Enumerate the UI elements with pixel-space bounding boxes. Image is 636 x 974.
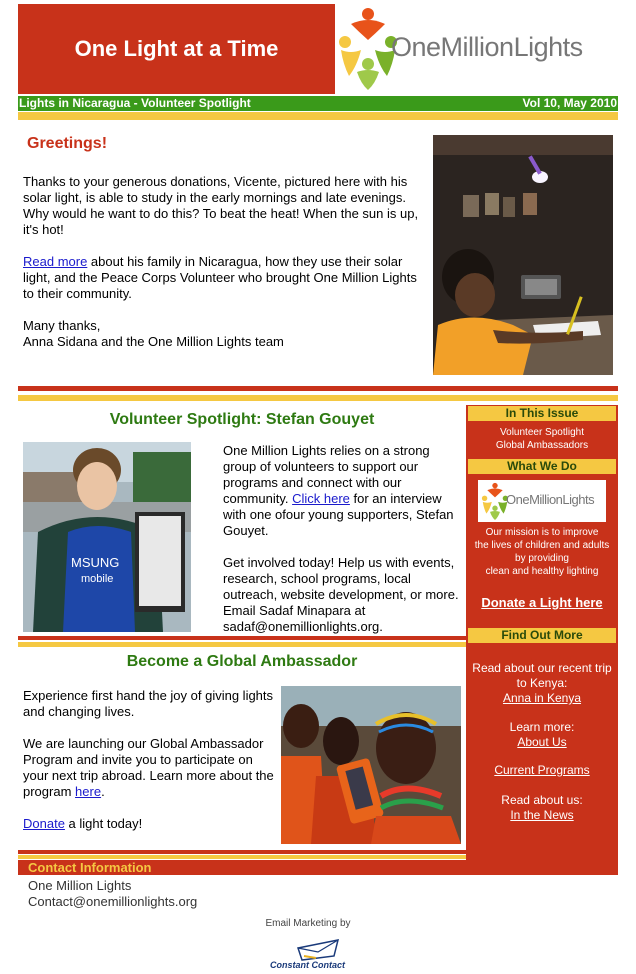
constant-contact-wordmark: Constant Contact [270,960,345,970]
sidebar-wordmark [506,492,594,507]
greetings-para2-text: about his family in Nicaragua, how they use their solar light, and the Peace Corps Volunteer who brought One Million Lights to their community. [23,254,417,301]
section-divider [18,386,618,391]
ambassador-body [23,688,278,848]
section-divider [18,850,466,854]
ambassador-title: Become a Global Ambassador [126,653,358,670]
greetings-title: Greetings! [27,135,108,152]
header-logo-panel[interactable] [335,4,618,94]
issue-item-ambassadors[interactable]: Global Ambassadors [495,440,589,451]
donate-light-link[interactable]: Donate a Light here [481,595,603,610]
header-banner [18,4,335,94]
boy-studying-image [433,135,613,375]
section-divider [18,395,618,401]
program-here-link[interactable]: here [75,784,102,799]
signature-line2: Anna Sidana and the One Million Lights team [23,334,284,349]
greetings-para2 [23,254,423,302]
ambassador-para2-b: . [101,784,105,799]
sidebar-find-out-more-heading: Find Out More [468,628,616,643]
ambassador-para2 [23,736,278,800]
people-logo-icon [337,6,399,90]
ambassador-para2-a: We are launching our Global Ambassador Program and invite you to participate on your next trip abroad. Learn more about the program [23,736,274,799]
sidebar-in-this-issue-heading: In This Issue [468,406,616,421]
sidebar-logo[interactable] [478,480,606,522]
anna-in-kenya-link[interactable]: Anna in Kenya [502,691,582,705]
ambassador-para3 [23,816,278,832]
in-the-news-link[interactable]: In the News [510,808,574,822]
sidebar-donate [466,595,618,610]
spotlight-para1 [223,443,463,539]
section-divider [18,642,466,647]
contact-org-name: One Million Lights [28,878,132,893]
wordmark-part-b: Lights [513,32,583,62]
current-programs-link[interactable]: Current Programs [494,763,590,777]
ambassador-para3-text: a light today! [64,816,143,831]
photo-stefan-gouyet [23,442,191,632]
spotlight-body [223,443,463,651]
brand-wordmark [391,32,583,63]
read-more-link[interactable]: Read more [23,254,88,269]
read-about-label: Read about us: [501,793,583,807]
issue-topic: Lights in Nicaragua - Volunteer Spotlight [19,96,251,110]
greetings-para1: Thanks to your generous donations, Vicente, pictured here with his solar light, is able to study in the early mornings and late evenings. Why would he want to do this? To beat the heat! When the sun is up, it's hot! [23,174,419,237]
spotlight-title: Volunteer Spotlight: Stefan Gouyet [109,411,375,428]
sidebar-kenya [466,691,618,705]
section-divider [18,855,466,859]
divider [18,112,618,120]
ambassador-para1: Experience first hand the joy of giving lights and changing lives. [23,688,274,719]
donate-link[interactable]: Donate [23,816,65,831]
sidebar-news [466,808,618,822]
photo-vicente-studying [433,135,613,375]
issue-strip [18,96,618,111]
svg-text:MSUNG: MSUNG [71,555,120,570]
signature-line1: Many thanks, [23,318,101,333]
photo-kenya-women [281,686,461,844]
about-us-link[interactable]: About Us [517,735,567,749]
kenya-image [281,686,461,844]
issue-item-spotlight[interactable]: Volunteer Spotlight [500,427,584,438]
issue-volume: Vol 10, May 2010 [522,96,617,110]
learn-more-label: Learn more: [509,720,575,734]
trip-text-line2: to Kenya: [516,676,568,690]
newsletter-title: One Light at a Time [74,36,279,61]
sidebar-about [466,735,618,749]
sidebar-what-we-do-heading: What We Do [468,459,616,474]
mission-line4: clean and healthy lighting [485,566,599,577]
sidebar-wordmark-a: OneMillion [506,492,563,507]
section-divider [18,636,466,640]
sidebar-programs [466,763,618,777]
contact-header: Contact Information [18,860,466,875]
mission-line3: by providing [515,553,569,564]
spotlight-para2: Get involved today! Help us with events, research, school programs, local outreach, website development, or more. Email Sadaf Minapara at sadaf@onemillionlights.org. [223,555,459,634]
constant-contact-logo[interactable] [268,936,368,969]
svg-text:mobile: mobile [81,573,114,585]
click-here-link[interactable]: Click here [292,491,350,506]
mission-line1: Our mission is to improve [485,527,599,538]
sidebar [466,405,618,875]
stefan-image [23,442,191,632]
signature [23,318,423,350]
contact-email[interactable]: Contact@onemillionlights.org [28,894,198,909]
trip-text-line1: Read about our recent trip [472,661,612,675]
email-marketing-label: Email Marketing by [265,918,351,929]
spotlight-para1-b: for an interview with one ofour young supporters, Stefan Gouyet. [223,491,454,538]
wordmark-part-a: OneMillion [391,32,514,62]
spotlight-para1-a: One Million Lights relies on a strong group of volunteers to support our programs and connect with our community. [223,443,430,506]
mission-line2: the lives of children and adults [474,540,610,551]
sidebar-wordmark-b: Lights [562,492,595,507]
greetings-body [23,174,423,350]
